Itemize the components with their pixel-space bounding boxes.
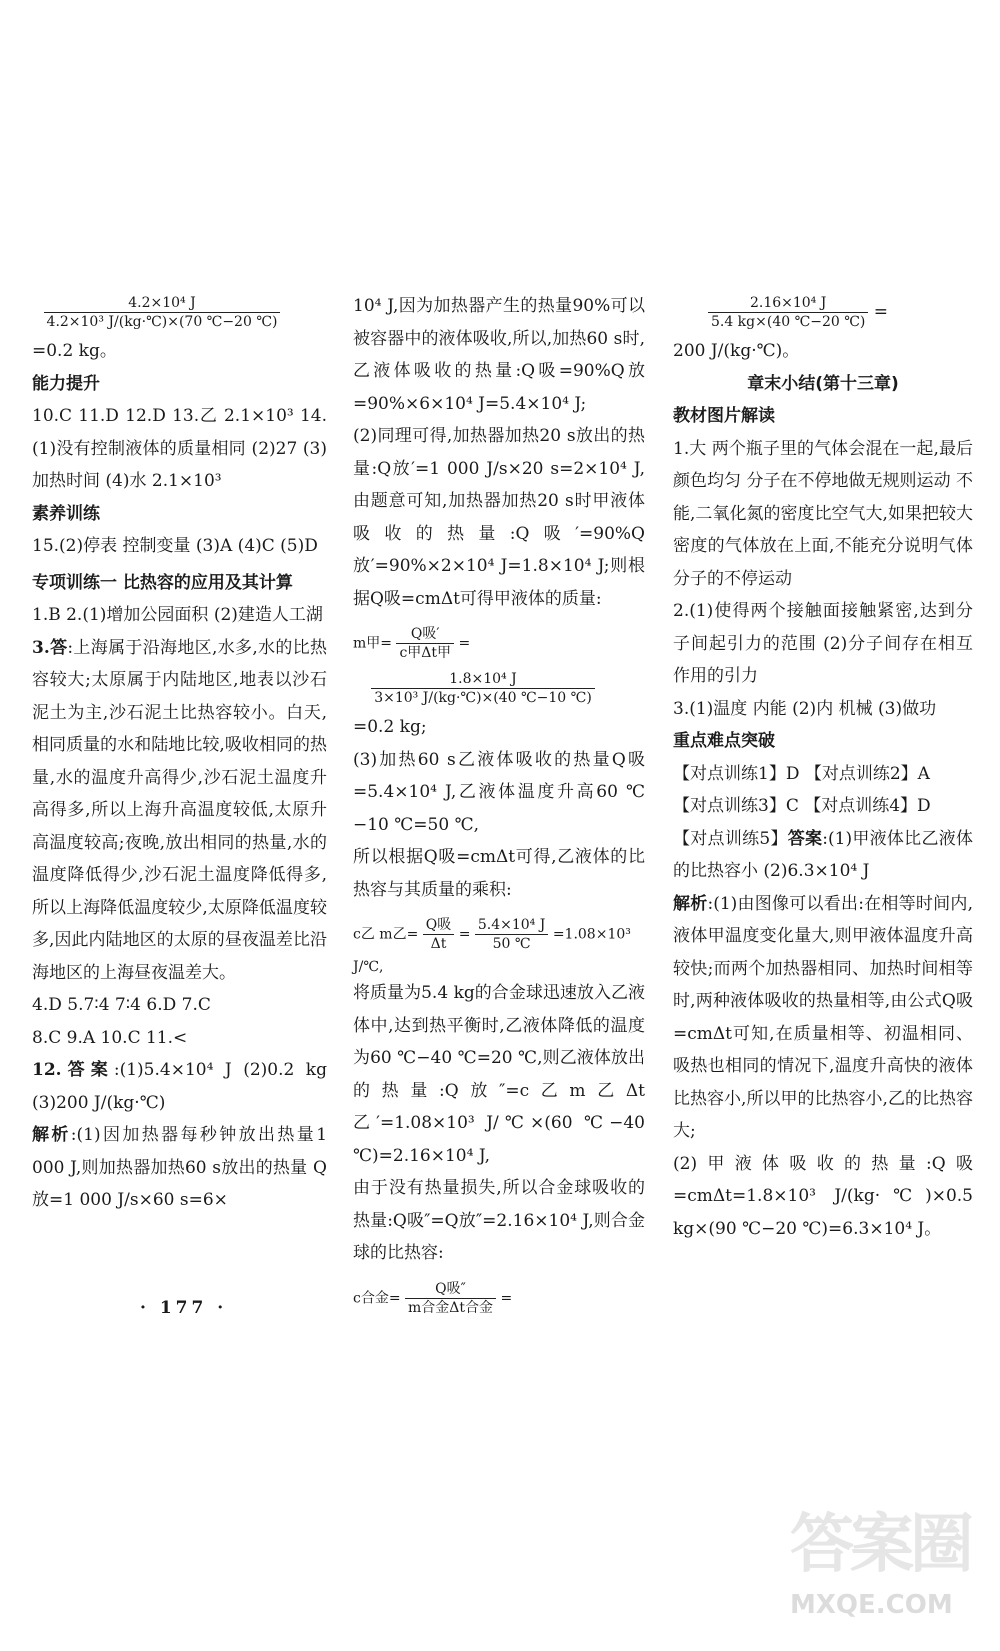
- fraction-denominator: 3×10³ J/(kg·℃)×(40 ℃−10 ℃): [374, 690, 592, 706]
- equals-sign: =: [458, 926, 471, 943]
- chapter-summary-heading: 章末小结(第十三章): [747, 373, 899, 394]
- fraction-denominator: 4.2×10³ J/(kg·℃)×(70 ℃−20 ℃): [46, 314, 278, 330]
- fraction-denominator: m合金Δt合金: [408, 1299, 494, 1316]
- fraction-numerator: Q吸″: [405, 1280, 496, 1299]
- drill-answers-1-2: 【对点训练1】D 【对点训练2】A: [673, 763, 930, 784]
- analysis-5-part2: (2)甲液体吸收的热量:Q吸=cmΔt=1.8×10³ J/(kg·℃)×0.5 kg×(90 ℃−20 ℃)=6.3×10⁴ J。: [673, 1153, 973, 1239]
- answer-text: :上海属于沿海地区,水多,水的比热容较大;太原属于内陆地区,地表以沙石泥土为主,沙石泥土比热容较小。白天,相同质量的水和陆地比较,吸收相同的热量,水的温度升高得少,沙石泥土温度升高得多,所以上海升高温度较低,太原升高温度较高;夜晚,放出相同的热量,水的温度降低得少,沙石泥土温度降低得多,所以上海降低温度较少,太原降低温度较多,因此内陆地区的太原的昼夜温差比沿海地区的上海昼夜温差大。: [32, 637, 327, 983]
- formula-lhs: c乙 m乙=: [353, 926, 419, 943]
- answer-3: [32, 632, 327, 990]
- drill-prefix: 【对点训练5】: [673, 828, 788, 849]
- fraction: [423, 916, 454, 953]
- formula-mass-jia-values: [353, 666, 613, 711]
- answer-12: [32, 1054, 327, 1119]
- analysis-label: 解析: [673, 893, 708, 914]
- paragraph: 10⁴ J,因为加热器产生的热量90%可以被容器中的液体吸收,所以,加热60 s时,乙液体吸收的热量:Q吸=90%Q放=90%×6×10⁴ J=5.4×10⁴ J;: [353, 296, 645, 414]
- fraction-denominator: Δt: [430, 936, 447, 952]
- section-heading-zhuanxiang: 专项训练一 比热容的应用及其计算: [32, 572, 293, 593]
- answer-text: :(1)甲液体比乙液体的比热容小 (2)6.3×10⁴ J: [673, 828, 973, 881]
- drill-answer-5: [673, 823, 973, 888]
- column-middle: [353, 290, 645, 1321]
- formula-result: =0.2 kg;: [353, 717, 427, 737]
- answers-15: 15.(2)停表 控制变量 (3)A (4)C (5)D: [32, 536, 318, 556]
- list-item: 2.(1)使得两个接触面接触紧密,达到分子间起引力的范围 (2)分子间存在相互作用的引力: [673, 601, 973, 686]
- formula-alloy-specific-heat: [353, 1276, 645, 1321]
- equals-sign: =: [873, 302, 889, 322]
- paragraph: 所以根据Q吸=cmΔt可得,乙液体的比热容与其质量的乘积:: [353, 847, 645, 900]
- fraction: [475, 916, 548, 953]
- formula-mass-water: [32, 290, 292, 335]
- watermark-text: 答案圈: [790, 1508, 970, 1582]
- answers-8-11: 8.C 9.A 10.C 11.<: [32, 1027, 188, 1048]
- list-item: 3.(1)温度 内能 (2)内 机械 (3)做功: [673, 698, 937, 719]
- analysis-5: [673, 888, 973, 1148]
- watermark-url: MXQE.COM: [790, 1590, 953, 1620]
- fraction-denominator: 5.4 kg×(40 ℃−20 ℃): [710, 314, 866, 330]
- drill-answers-3-4: 【对点训练3】C 【对点训练4】D: [673, 796, 931, 816]
- answers-1-2: 1.B 2.(1)增加公园面积 (2)建造人工湖: [32, 605, 323, 625]
- fraction-numerator: Q吸: [423, 916, 454, 935]
- formula-result: =1.08×10³ J/℃,: [353, 926, 631, 975]
- paragraph: (3)加热60 s乙液体吸收的热量Q吸=5.4×10⁴ J,乙液体温度升高60 ℃−10 ℃=50 ℃,: [353, 749, 645, 835]
- section-heading-suyang: 素养训练: [32, 503, 100, 524]
- analysis-text: :(1)因加热器每秒钟放出热量1 000 J,则加热器加热60 s放出的热量 Q放=1 000 J/s×60 s=6×: [32, 1125, 328, 1210]
- section-heading-jiaocai: 教材图片解读: [673, 406, 775, 426]
- answer-label: 12.答案: [32, 1060, 114, 1080]
- formula-lhs: m甲=: [353, 635, 393, 652]
- equals-sign: =: [458, 635, 471, 652]
- paragraph: 由于没有热量损失,所以合金球吸收的热量:Q吸″=Q放″=2.16×10⁴ J,则合金球的比热容:: [353, 1178, 645, 1263]
- watermark-logo: [790, 1505, 980, 1645]
- section-heading-nengli: 能力提升: [32, 373, 100, 394]
- page-number: · 177 ·: [140, 1298, 228, 1318]
- formula-c-m-product: [353, 912, 645, 977]
- list-item: 1.大 两个瓶子里的气体会混在一起,最后颜色均匀 分子在不停地做无规则运动 不能,二氧化氮的密度比空气大,如果把较大密度的气体放在上面,不能充分说明气体分子的不停运动: [673, 438, 973, 589]
- equals-sign: =: [500, 1290, 513, 1306]
- paragraph: 将质量为5.4 kg的合金球迅速放入乙液体中,达到热平衡时,乙液体降低的温度为60 ℃−40 ℃=20 ℃,则乙液体放出的热量:Q放″=c乙m乙Δt乙′=1.08×10³ J/℃×(60 ℃−40 ℃)=2.16×10⁴ J,: [353, 983, 645, 1166]
- fraction-numerator: 1.8×10⁴ J: [371, 670, 595, 689]
- answers-4-7: 4.D 5.7∶4 7∶4 6.D 7.C: [32, 995, 211, 1015]
- formula-mass-jia: [353, 621, 645, 666]
- fraction-numerator: 4.2×10⁴ J: [44, 294, 281, 313]
- fraction: [371, 670, 595, 707]
- analysis-12: [32, 1119, 327, 1217]
- column-left: [32, 290, 327, 1217]
- formula-alloy-values: [673, 290, 923, 335]
- analysis-label: 解析: [32, 1125, 71, 1145]
- fraction: [396, 625, 454, 662]
- fraction-numerator: 5.4×10⁴ J: [475, 916, 548, 935]
- fraction: [44, 294, 281, 331]
- paragraph: (2)同理可得,加热器加热20 s放出的热量:Q放′=1 000 J/s×20 s=2×10⁴ J,由题意可知,加热器加热20 s时甲液体吸收的热量:Q吸′=90%Q放′=90%×2×10⁴ J=1.8×10⁴ J;则根据Q吸=cmΔt可得甲液体的质量:: [353, 426, 645, 609]
- fraction-denominator: c甲Δt甲: [399, 645, 452, 661]
- fraction: [405, 1280, 496, 1317]
- formula-lhs: c合金=: [353, 1290, 401, 1306]
- formula-result: 200 J/(kg·℃)。: [673, 341, 800, 361]
- column-right: [673, 290, 973, 1245]
- analysis-text: :(1)由图像可以看出:在相等时间内,液体甲温度变化量大,则甲液体温度升高较快;而两个加热器相同、加热时间相等时,两种液体吸收的热量相等,由公式Q吸=cmΔt可知,在质量相等、初温相同、吸热也相同的情况下,温度升高快的液体比热容小,所以甲的比热容小,乙的比热容大;: [673, 893, 973, 1141]
- answer-label: 3.答: [32, 637, 68, 658]
- fraction-numerator: Q吸′: [396, 625, 454, 644]
- section-heading-zhongdian: 重点难点突破: [673, 731, 775, 751]
- answers-10-14: 10.C 11.D 12.D 13.乙 2.1×10³ 14.(1)没有控制液体的质量相同 (2)27 (3)加热时间 (4)水 2.1×10³: [32, 406, 327, 491]
- fraction-numerator: 2.16×10⁴ J: [708, 294, 868, 313]
- formula-result: =0.2 kg。: [32, 341, 117, 361]
- answer-text: :(1)5.4×10⁴ J (2)0.2 kg (3)200 J/(kg·℃): [32, 1060, 327, 1113]
- fraction: [708, 294, 868, 331]
- answer-label: 答案: [787, 828, 823, 849]
- fraction-denominator: 50 ℃: [492, 936, 531, 952]
